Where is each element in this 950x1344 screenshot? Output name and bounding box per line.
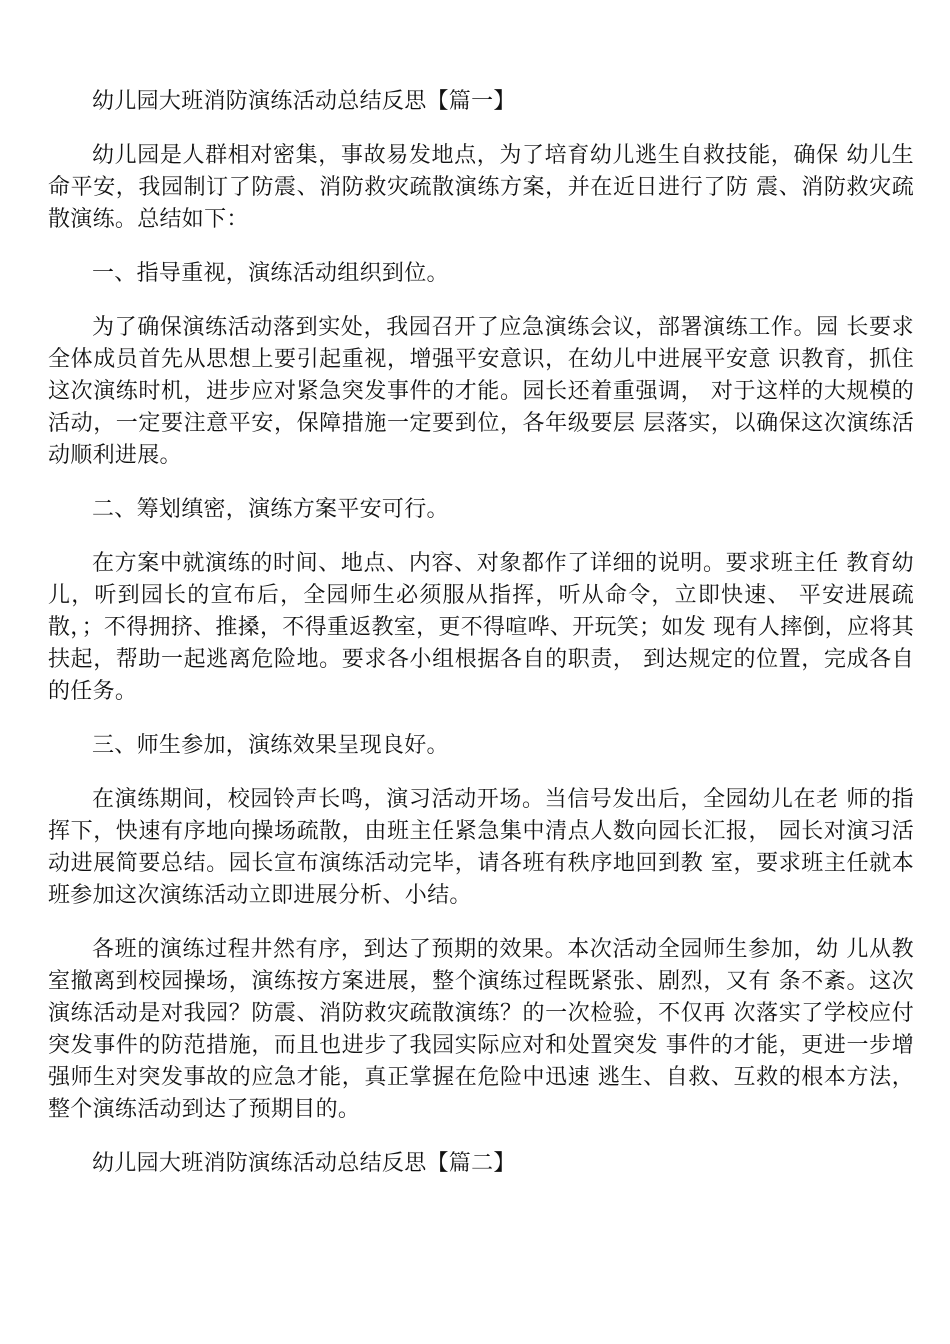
document-title-2: 幼儿园大班消防演练活动总结反思【篇二】 (92, 1151, 516, 1176)
document-page (48, 86, 914, 1180)
spacer (48, 708, 914, 730)
spacer (48, 472, 914, 494)
spacer (48, 236, 914, 258)
spacer (48, 1126, 914, 1148)
section-3-body-1: 在演练期间，校园铃声长鸣，演习活动开场。当信号发出后，全园幼儿在老 师的指挥下，快速有序地向操场疏散，由班主任紧急集中清点人数向园长汇报， 园长对演习活动进展简要总结。园长宣布演练活动完毕，请各班有秩序地回到教 室，要求班主任就本班参加这次演练活动立即进展分析、小结。 (48, 787, 914, 908)
spacer (48, 290, 914, 312)
section-1-heading: 一、指导重视，演练活动组织到位。 (92, 261, 449, 286)
section-1-body: 为了确保演练活动落到实处，我园召开了应急演练会议，部署演练工作。园 长要求全体成员首先从思想上要引起重视，增强平安意识，在幼儿中进展平安意 识教育，抓住这次演练时机，进步应对紧急突发事件的才能。园长还着重强调， 对于这样的大规模的活动，一定要注意平安，保障措施一定要到位，各年级要层 层落实，以确保这次演练活动顺利进展。 (48, 315, 914, 468)
spacer (48, 762, 914, 784)
spacer (48, 912, 914, 934)
document-title-1: 幼儿园大班消防演练活动总结反思【篇一】 (92, 89, 516, 114)
section-2-body: 在方案中就演练的时间、地点、内容、对象都作了详细的说明。要求班主任 教育幼儿，听到园长的宣布后，全园师生必须服从指挥，听从命令，立即快速、 平安进展疏散，；不得拥挤、推搡，不得重返教室，更不得喧哗、开玩笑；如发 现有人摔倒，应将其扶起，帮助一起逃离危险地。要求各小组根据各自的职责， 到达规定的位置，完成各自的任务。 (48, 551, 914, 704)
spacer (48, 118, 914, 140)
spacer (48, 526, 914, 548)
section-2-heading: 二、筹划缜密，演练方案平安可行。 (92, 497, 449, 522)
section-3-body-2: 各班的演练过程井然有序，到达了预期的效果。本次活动全园师生参加，幼 儿从教室撤离到校园操场，演练按方案进展，整个演练过程既紧张、剧烈，又有 条不紊。这次演练活动是对我园？防震、消防救灾疏散演练？的一次检验，不仅再 次落实了学校应付突发事件的防范措施，而且也进步了我园实际应对和处置突发 事件的才能，更进一步增强师生对突发事故的应急才能，真正掌握在危险中迅速 逃生、自救、互救的根本方法，整个演练活动到达了预期目的。 (48, 937, 914, 1122)
intro-paragraph: 幼儿园是人群相对密集，事故易发地点，为了培育幼儿逃生自救技能，确保 幼儿生命平安，我园制订了防震、消防救灾疏散演练方案，并在近日进行了防 震、消防救灾疏散演练。总结如下： (48, 143, 914, 232)
section-3-heading: 三、师生参加，演练效果呈现良好。 (92, 733, 449, 758)
